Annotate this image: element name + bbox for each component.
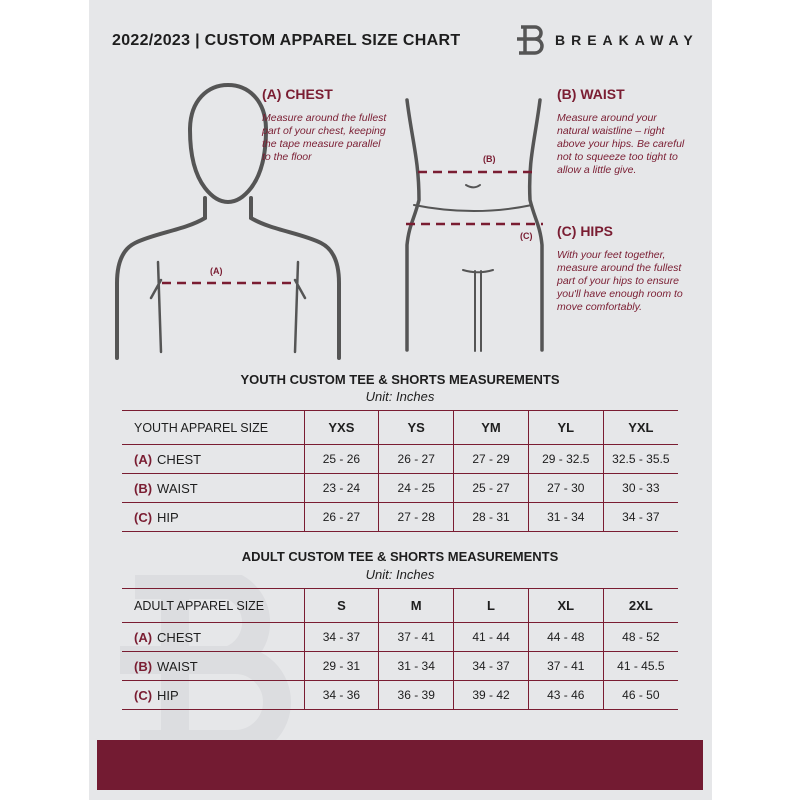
table-row <box>122 445 678 474</box>
table-cell: 29 - 31 <box>304 652 379 681</box>
adult-table-title: ADULT CUSTOM TEE & SHORTS MEASUREMENTS <box>241 549 559 564</box>
table-cell: 41 - 45.5 <box>603 652 678 681</box>
adult-table-unit: Unit: Inches <box>365 567 435 582</box>
chest-instructions: Measure around the fullest part of your chest, keeping the tape measure parallel to the floor <box>262 112 387 163</box>
size-header: YL <box>528 411 603 445</box>
table-cell: 24 - 25 <box>379 474 454 503</box>
footer-bar <box>97 740 703 790</box>
table-cell: 41 - 44 <box>454 623 529 652</box>
size-header: M <box>379 589 454 623</box>
table-cell: 37 - 41 <box>379 623 454 652</box>
table-cell: 27 - 28 <box>379 503 454 532</box>
size-header: S <box>304 589 379 623</box>
table-cell: 43 - 46 <box>528 681 603 710</box>
table-row <box>122 623 678 652</box>
row-label: (C) HIP <box>122 503 304 532</box>
size-label: ADULT APPAREL SIZE <box>122 589 304 623</box>
hips-instructions: With your feet together, measure around the fullest part of your hips to ensure you'll have enough room to move comfortably. <box>557 249 683 313</box>
table-cell: 36 - 39 <box>379 681 454 710</box>
table-cell: 37 - 41 <box>528 652 603 681</box>
table-cell: 34 - 37 <box>304 623 379 652</box>
size-header: YXL <box>603 411 678 445</box>
table-cell: 44 - 48 <box>528 623 603 652</box>
table-header-row <box>122 411 678 445</box>
hip-marker: (C) <box>520 231 533 241</box>
table-cell: 34 - 36 <box>304 681 379 710</box>
size-header: XL <box>528 589 603 623</box>
table-cell: 28 - 31 <box>454 503 529 532</box>
table-cell: 27 - 29 <box>454 445 529 474</box>
table-cell: 46 - 50 <box>603 681 678 710</box>
hips-heading: (C) HIPS <box>557 223 613 239</box>
table-cell: 39 - 42 <box>454 681 529 710</box>
size-header: YS <box>379 411 454 445</box>
size-label: YOUTH APPAREL SIZE <box>122 411 304 445</box>
youth-table-unit: Unit: Inches <box>365 389 435 404</box>
table-cell: 25 - 27 <box>454 474 529 503</box>
chest-heading: (A) CHEST <box>262 86 333 102</box>
table-cell: 34 - 37 <box>603 503 678 532</box>
size-header: YM <box>454 411 529 445</box>
waist-heading: (B) WAIST <box>557 86 625 102</box>
table-row <box>122 474 678 503</box>
youth-size-table <box>122 410 678 532</box>
table-cell: 34 - 37 <box>454 652 529 681</box>
table-cell: 25 - 26 <box>304 445 379 474</box>
row-label: (C) HIP <box>122 681 304 710</box>
table-header-row <box>122 589 678 623</box>
table-cell: 26 - 27 <box>379 445 454 474</box>
lower-body-figure <box>407 100 542 351</box>
table-cell: 48 - 52 <box>603 623 678 652</box>
size-header: YXS <box>304 411 379 445</box>
table-row <box>122 503 678 532</box>
chest-marker: (A) <box>210 266 223 276</box>
adult-size-table <box>122 588 678 710</box>
page-title: 2022/2023 | CUSTOM APPAREL SIZE CHART <box>112 32 461 49</box>
size-header: 2XL <box>603 589 678 623</box>
youth-table-title: YOUTH CUSTOM TEE & SHORTS MEASUREMENTS <box>240 372 560 387</box>
table-cell: 26 - 27 <box>304 503 379 532</box>
row-label: (B) WAIST <box>122 474 304 503</box>
waist-instructions: Measure around your natural waistline – right above your hips. Be careful not to squeeze too tight to allow a little give. <box>557 112 685 176</box>
waist-marker: (B) <box>483 154 496 164</box>
table-row <box>122 681 678 710</box>
table-cell: 29 - 32.5 <box>528 445 603 474</box>
brand-name: BREAKAWAY <box>555 32 699 48</box>
table-cell: 30 - 33 <box>603 474 678 503</box>
row-label: (A) CHEST <box>122 623 304 652</box>
row-label: (B) WAIST <box>122 652 304 681</box>
table-cell: 23 - 24 <box>304 474 379 503</box>
table-cell: 31 - 34 <box>379 652 454 681</box>
table-cell: 32.5 - 35.5 <box>603 445 678 474</box>
row-label: (A) CHEST <box>122 445 304 474</box>
table-row <box>122 652 678 681</box>
table-cell: 31 - 34 <box>528 503 603 532</box>
table-cell: 27 - 30 <box>528 474 603 503</box>
size-header: L <box>454 589 529 623</box>
